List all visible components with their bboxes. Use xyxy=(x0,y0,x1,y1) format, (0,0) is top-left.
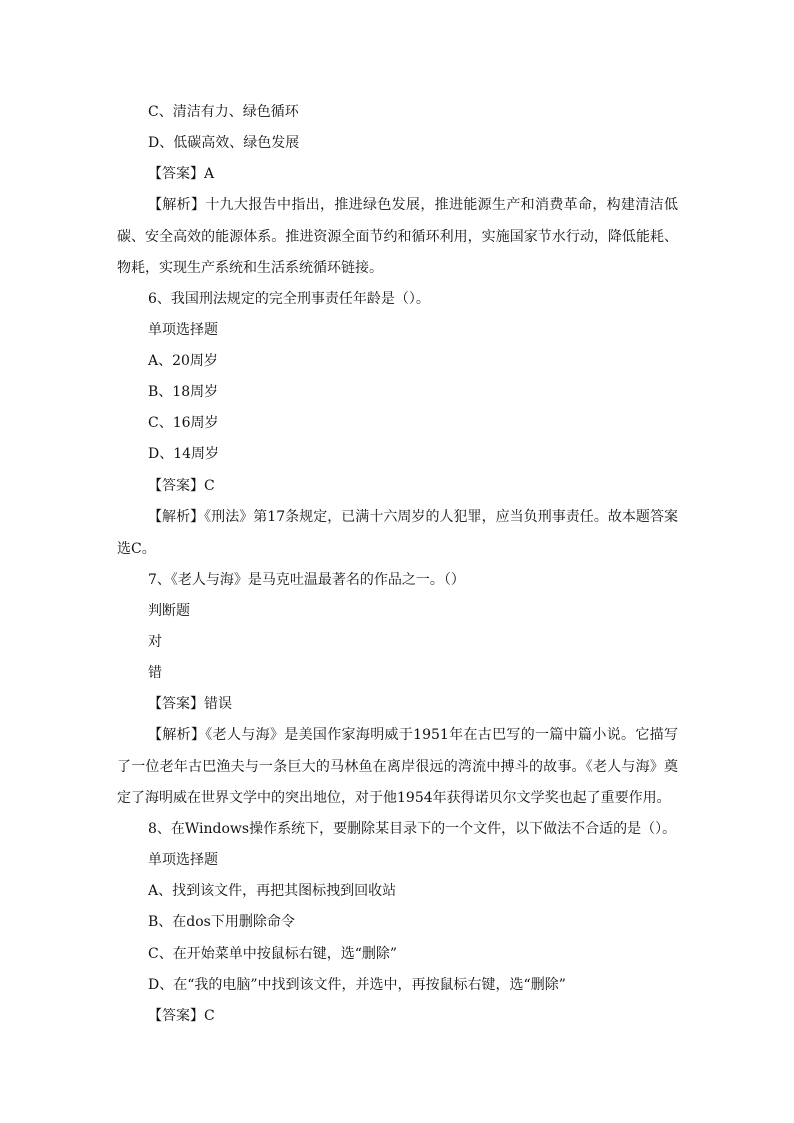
q5-answer: 【答案】A xyxy=(148,166,215,182)
q8-question: 8、在Windows操作系统下，要删除某目录下的一个文件，以下做法不合适的是（）。 xyxy=(148,821,677,837)
q5-option-d: D、低碳高效、绿色发展 xyxy=(148,135,300,151)
q6-analysis: 【解析】《刑法》第17条规定，已满十六周岁的人犯罪，应当负刑事责任。故本题答案选C。 xyxy=(117,509,678,557)
q8-option-b: B、在dos下用删除命令 xyxy=(148,914,295,930)
q7-question: 7、《老人与海》是马克吐温最著名的作品之一。（） xyxy=(148,572,465,588)
q8-option-a: A、找到该文件，再把其图标拽到回收站 xyxy=(148,883,397,899)
q6-option-a: A、20周岁 xyxy=(148,353,218,369)
q7-analysis: 【解析】《老人与海》是美国作家海明威于1951年在古巴写的一篇中篇小说。它描写了一位老年古巴渔夫与一条巨大的马林鱼在离岸很远的湾流中搏斗的故事。《老人与海》奠定了海明威在世界文学中的突出地位，对于他1954年获得诺贝尔文学奖也起了重要作用。 xyxy=(117,727,678,806)
q7-option-true: 对 xyxy=(148,634,162,650)
q8-answer: 【答案】C xyxy=(148,1008,215,1024)
q6-option-c: C、16周岁 xyxy=(148,415,219,431)
q6-type: 单项选择题 xyxy=(148,322,218,338)
q7-type: 判断题 xyxy=(148,603,190,619)
q6-answer: 【答案】C xyxy=(148,478,215,494)
q8-option-c: C、在开始菜单中按鼠标右键，选“删除” xyxy=(148,946,398,962)
q8-option-d: D、在“我的电脑”中找到该文件，并选中，再按鼠标右键，选“删除” xyxy=(148,977,566,993)
q6-question: 6、我国刑法规定的完全刑事责任年龄是（）。 xyxy=(148,291,430,307)
q8-type: 单项选择题 xyxy=(148,852,218,868)
q5-option-c: C、清洁有力、绿色循环 xyxy=(148,104,299,120)
q7-answer: 【答案】错误 xyxy=(148,696,232,712)
q7-option-false: 错 xyxy=(148,665,162,681)
q5-analysis: 【解析】十九大报告中指出，推进绿色发展，推进能源生产和消费革命，构建清洁低碳、安全高效的能源体系。推进资源全面节约和循环利用，实施国家节水行动，降低能耗、物耗，实现生产系统和生活系统循环链接。 xyxy=(117,197,678,276)
q6-option-b: B、18周岁 xyxy=(148,384,219,400)
q6-option-d: D、14周岁 xyxy=(148,446,220,462)
